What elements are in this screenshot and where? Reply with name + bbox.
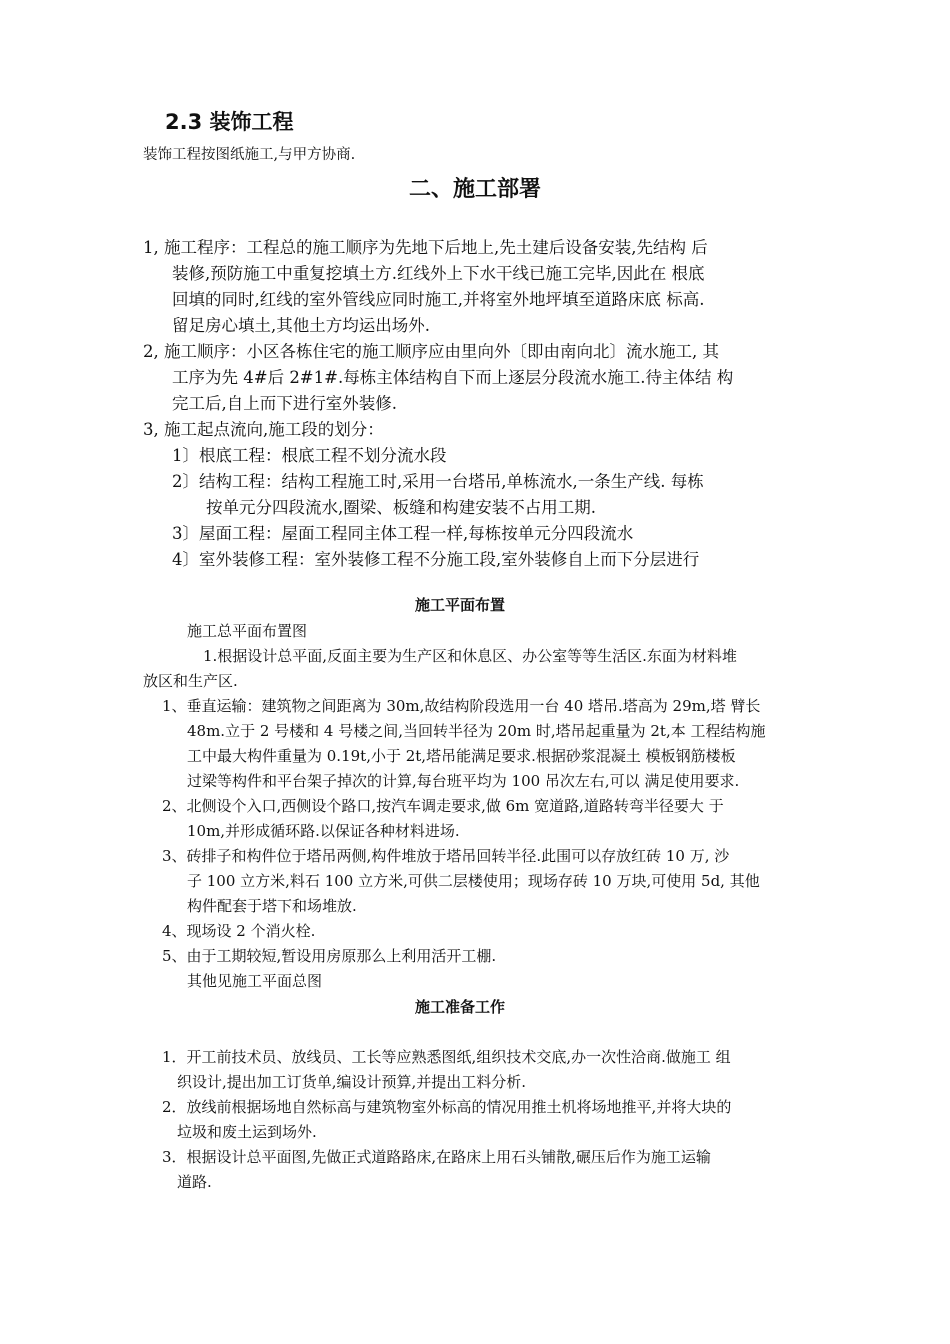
part2-subitem-4-line1: 4〕室外装修工程：室外装修工程不分施工段,室外装修自上而下分层进行: [172, 550, 700, 569]
layout-item-2-line2: 10m,并形成循环路.以保证各种材料进场.: [187, 822, 460, 840]
layout-item-4-line1: 4、现场设 2 个消火栓.: [162, 922, 316, 940]
layout-item-1-line1: 1、垂直运输：建筑物之间距离为 30m,故结构阶段选用一台 40 塔吊.塔高为 29m,塔 臂长: [162, 697, 761, 715]
prep-heading: 施工准备工作: [414, 998, 505, 1016]
layout-intro-line1: 1.根据设计总平面,反面主要为生产区和休息区、办公室等等生活区.东面为材料堆: [203, 647, 737, 665]
part2-heading: 二、施工部署: [408, 177, 541, 202]
layout-item-2-line1: 2、北侧设个入口,西侧设个路口,按汽车调走要求,做 6m 宽道路,道路转弯半径要大 于: [162, 797, 724, 815]
layout-item-3-line2: 子 100 立方米,料石 100 立方米,可供二层楼使用；现场存砖 10 万块,可使用 5d, 其他: [187, 872, 760, 890]
part2-item-1-line2: 装修,预防施工中重复挖填土方.红线外上下水干线已施工完毕,因此在 根底: [172, 264, 705, 283]
layout-heading: 施工平面布置: [414, 596, 505, 614]
layout-item-1-line3: 工中最大构件重量为 0.19t,小于 2t,塔吊能满足要求.根据砂浆混凝土 模板钢筋楼板: [187, 747, 736, 765]
part2-subitem-3-line1: 3〕屋面工程：屋面工程同主体工程一样,每栋按单元分四段流水: [172, 524, 634, 543]
layout-item-1-line4: 过梁等构件和平台架子掉次的计算,每台班平均为 100 吊次左右,可以 满足使用要求.: [187, 772, 740, 790]
part2-subitem-2-line1: 2〕结构工程：结构工程施工时,采用一台塔吊,单栋流水,一条生产线. 每栋: [172, 472, 704, 491]
part2-subitem-2-line2: 按单元分四段流水,圈梁、板缝和构建安装不占用工期.: [206, 498, 596, 517]
part2-item-2-line1: 2, 施工顺序：小区各栋住宅的施工顺序应由里向外〔即由南向北〕流水施工, 其: [143, 342, 719, 361]
part2-item-2-line2: 工序为先 4#后 2#1#.每栋主体结构自下而上逐层分段流水施工.待主体结 构: [172, 368, 734, 387]
prep-item-1-line2: 织设计,提出加工订货单,编设计预算,并提出工料分析.: [177, 1073, 527, 1091]
prep-item-1-line1: 1．开工前技术员、放线员、工长等应熟悉图纸,组织技术交底,办一次性洽商.做施工 组: [162, 1048, 731, 1066]
section-2-3-text: 装饰工程按图纸施工,与甲方协商.: [143, 147, 356, 163]
part2-item-1-line3: 回填的同时,红线的室外管线应同时施工,并将室外地坪填至道路床底 标高.: [172, 290, 705, 309]
prep-item-2-line1: 2．放线前根据场地自然标高与建筑物室外标高的情况用推土机将场地推平,并将大块的: [162, 1098, 732, 1116]
layout-outro: 其他见施工平面总图: [187, 972, 323, 990]
layout-intro-line2: 放区和生产区.: [143, 672, 238, 690]
section-heading-2-3: 2.3 装饰工程: [165, 110, 294, 134]
part2-item-1-line1: 1, 施工程序：工程总的施工顺序为先地下后地上,先土建后设备安装,先结构 后: [143, 238, 708, 257]
layout-item-3-line3: 构件配套于塔下和场堆放.: [187, 897, 357, 915]
layout-item-5-line1: 5、由于工期较短,暂设用房原那么上利用活开工棚.: [162, 947, 497, 965]
part2-subitem-1-line1: 1〕根底工程：根底工程不划分流水段: [172, 446, 447, 465]
layout-subheading: 施工总平面布置图: [187, 622, 308, 640]
prep-item-3-line1: 3．根据设计总平面图,先做正式道路路床,在路床上用石头铺散,碾压后作为施工运输: [162, 1148, 711, 1166]
part2-item-2-line3: 完工后,自上而下进行室外装修.: [172, 394, 397, 413]
part2-item-3-line1: 3, 施工起点流向,施工段的划分：: [143, 420, 384, 439]
prep-item-3-line2: 道路.: [177, 1173, 212, 1191]
layout-item-3-line1: 3、砖排子和构件位于塔吊两侧,构件堆放于塔吊回转半径.此围可以存放红砖 10 万, 沙: [162, 847, 730, 865]
layout-item-1-line2: 48m.立于 2 号楼和 4 号楼之间,当回转半径为 20m 时,塔吊起重量为 2t,本 工程结构施: [187, 722, 766, 740]
part2-item-1-line4: 留足房心填土,其他土方均运出场外.: [172, 316, 430, 335]
prep-item-2-line2: 垃圾和废土运到场外.: [177, 1123, 317, 1141]
